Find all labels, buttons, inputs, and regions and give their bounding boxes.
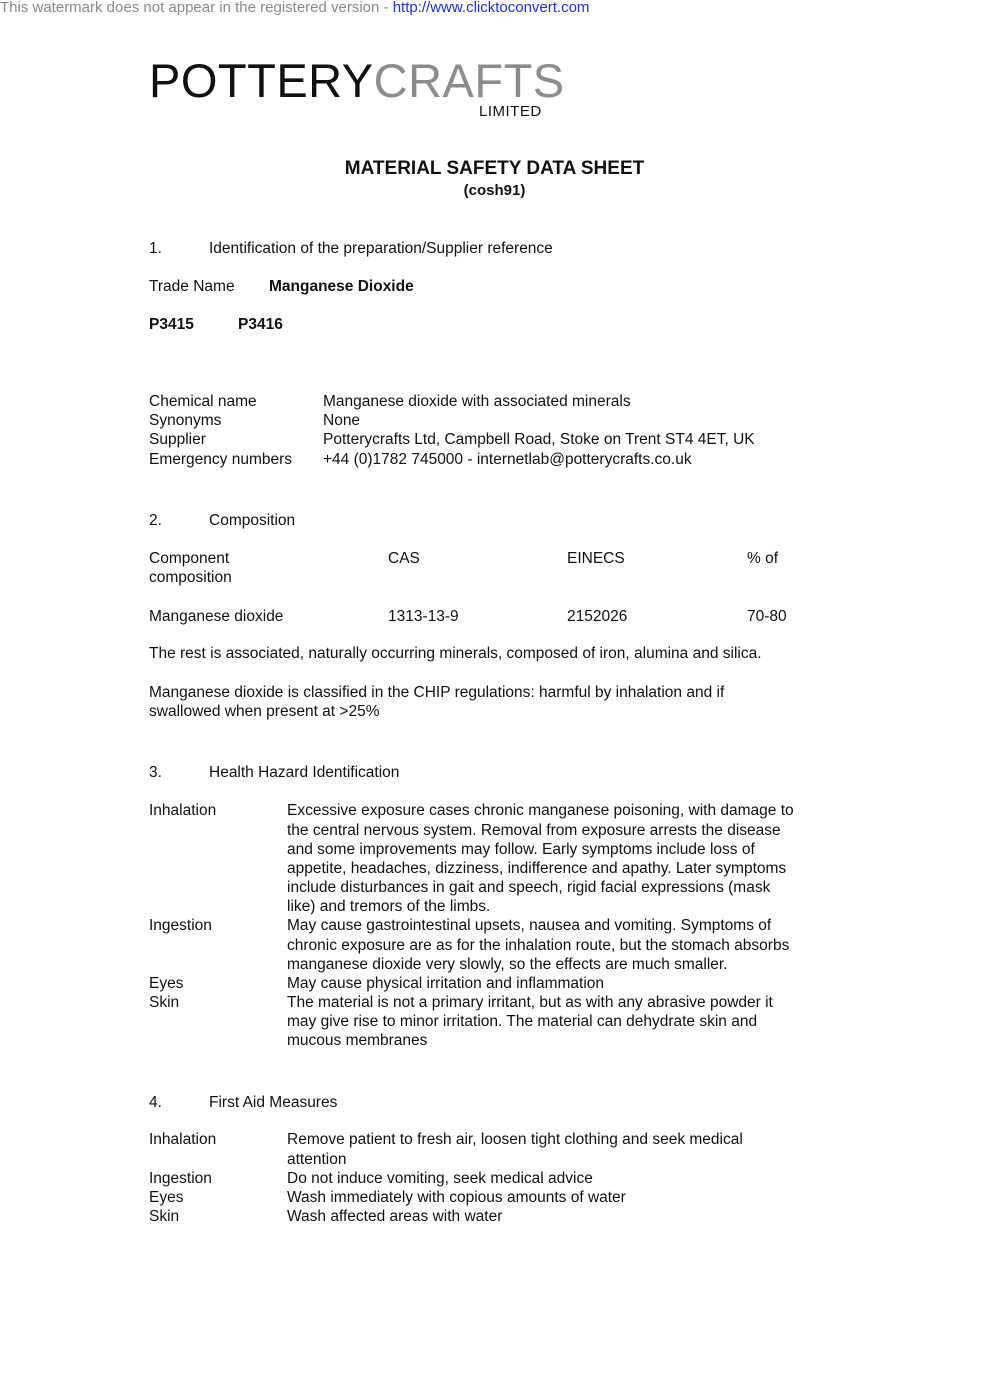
hazard-eyes-label: Eyes — [149, 975, 184, 992]
section-1-number: 1. — [149, 240, 162, 257]
cas-header: CAS — [388, 550, 420, 567]
logo-pottery: POTTERY — [149, 54, 374, 107]
company-logo — [149, 56, 599, 124]
emergency-numbers-value: +44 (0)1782 745000 - internetlab@potterycrafts.co.uk — [323, 451, 692, 468]
firstaid-skin-line: Wash affected areas with water — [287, 1208, 503, 1225]
product-code-1: P3415 — [149, 316, 194, 333]
section-2-number: 2. — [149, 512, 162, 529]
hazard-skin-line: mucous membranes — [287, 1032, 428, 1049]
logo-crafts: CRAFTS — [373, 54, 565, 107]
product-code-2: P3416 — [238, 316, 283, 333]
hazard-eyes-line: May cause physical irritation and inflammation — [287, 975, 605, 992]
hazard-inhalation-line: and some improvements may follow. Early symptoms include loss of — [287, 841, 755, 858]
component-value: Manganese dioxide — [149, 608, 284, 625]
einecs-value: 2152026 — [567, 608, 628, 625]
firstaid-skin-label: Skin — [149, 1208, 180, 1225]
watermark-link[interactable]: http://www.clicktoconvert.com — [392, 0, 590, 16]
hazard-inhalation-line: Excessive exposure cases chronic manganese poisoning, with damage to — [287, 802, 794, 819]
section-4-number: 4. — [149, 1094, 162, 1111]
hazard-inhalation-line: appetite, headaches, dizziness, indifference and apathy. Later symptoms — [287, 860, 787, 877]
watermark-text: This watermark does not appear in the registered version - — [0, 0, 393, 16]
composition-paragraph-2-line-1: Manganese dioxide is classified in the CHIP regulations: harmful by inhalation and if — [149, 684, 725, 701]
chemical-name-label: Chemical name — [149, 393, 257, 410]
section-3-number: 3. — [149, 764, 162, 781]
synonyms-label: Synonyms — [149, 412, 222, 429]
component-header: Component — [149, 550, 230, 567]
firstaid-inhalation-label: Inhalation — [149, 1131, 217, 1148]
hazard-inhalation-line: the central nervous system. Removal from exposure arrests the disease — [287, 822, 781, 839]
synonyms-value: None — [323, 412, 361, 429]
logo-limited: LIMITED — [479, 103, 542, 120]
percent-value: 70-80 — [747, 608, 787, 625]
trade-name-value: Manganese Dioxide — [269, 278, 414, 295]
hazard-ingestion-line: manganese dioxide very slowly, so the effects are much smaller. — [287, 956, 728, 973]
hazard-inhalation-line: like) and tremors of the limbs. — [287, 898, 491, 915]
trade-name-label: Trade Name — [149, 278, 235, 295]
emergency-numbers-label: Emergency numbers — [149, 451, 293, 468]
watermark — [0, 0, 589, 16]
firstaid-ingestion-label: Ingestion — [149, 1170, 212, 1187]
firstaid-eyes-line: Wash immediately with copious amounts of water — [287, 1189, 626, 1206]
composition-paragraph-1: The rest is associated, naturally occurring minerals, composed of iron, alumina and silica. — [149, 645, 762, 662]
percent-header: % of — [747, 550, 779, 567]
firstaid-ingestion-line: Do not induce vomiting, seek medical advice — [287, 1170, 593, 1187]
cas-value: 1313-13-9 — [388, 608, 459, 625]
supplier-label: Supplier — [149, 431, 206, 448]
hazard-ingestion-label: Ingestion — [149, 917, 212, 934]
supplier-value: Potterycrafts Ltd, Campbell Road, Stoke on Trent ST4 4ET, UK — [323, 431, 755, 448]
einecs-header: EINECS — [567, 550, 625, 567]
hazard-skin-line: The material is not a primary irritant, but as with any abrasive powder it — [287, 994, 773, 1011]
firstaid-eyes-label: Eyes — [149, 1189, 184, 1206]
firstaid-inhalation-line: attention — [287, 1151, 347, 1168]
section-1-heading: Identification of the preparation/Supplier reference — [209, 240, 553, 257]
logo-wordmark — [149, 56, 565, 106]
hazard-ingestion-line: May cause gastrointestinal upsets, nausea and vomiting. Symptoms of — [287, 917, 772, 934]
composition-header: composition — [149, 569, 232, 586]
section-2-heading: Composition — [209, 512, 296, 529]
firstaid-inhalation-line: Remove patient to fresh air, loosen tight clothing and seek medical — [287, 1131, 743, 1148]
document-subtitle: (cosh91) — [463, 182, 526, 199]
composition-paragraph-2-line-2: swallowed when present at >25% — [149, 703, 380, 720]
hazard-inhalation-label: Inhalation — [149, 802, 217, 819]
hazard-skin-label: Skin — [149, 994, 180, 1011]
hazard-inhalation-line: include disturbances in gait and speech, rigid facial expressions (mask — [287, 879, 771, 896]
hazard-skin-line: may give rise to minor irritation. The material can dehydrate skin and — [287, 1013, 758, 1030]
hazard-ingestion-line: chronic exposure are as for the inhalation route, but the stomach absorbs — [287, 937, 790, 954]
document-title: MATERIAL SAFETY DATA SHEET — [344, 158, 645, 179]
section-4-heading: First Aid Measures — [209, 1094, 338, 1111]
chemical-name-value: Manganese dioxide with associated minerals — [323, 393, 631, 410]
section-3-heading: Health Hazard Identification — [209, 764, 400, 781]
